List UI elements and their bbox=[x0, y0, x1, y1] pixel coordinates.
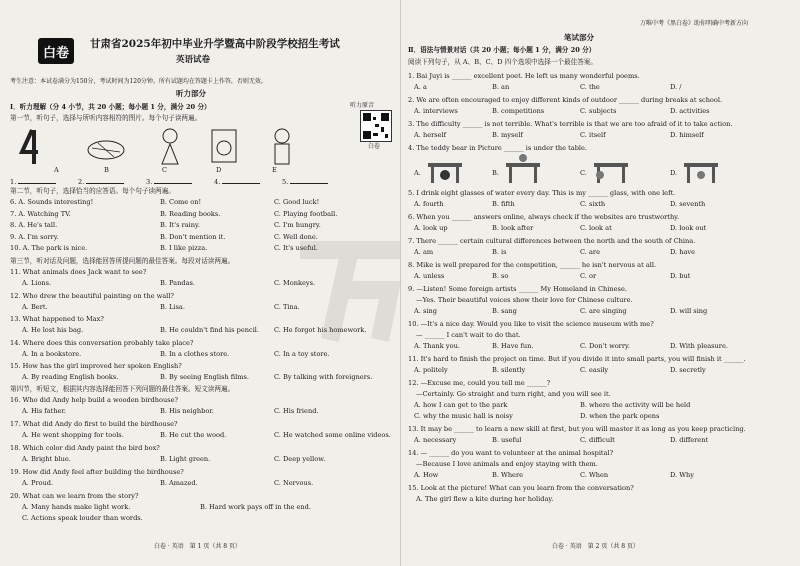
grammar-option: A. a bbox=[414, 83, 427, 91]
grammar-question-line2: A. The girl flew a kite during her holiday. bbox=[416, 495, 554, 503]
qr-label: 听力原音 bbox=[350, 102, 375, 109]
p3-option-a: A. He lost his bag. bbox=[22, 326, 84, 334]
grammar-option: C. difficult bbox=[580, 436, 615, 444]
p4-option-c: C. His friend. bbox=[274, 407, 319, 415]
p4-option-b: B. Light green. bbox=[160, 455, 211, 463]
washing-machine-picture bbox=[212, 130, 236, 162]
p3-option-c: C. By talking with foreigners. bbox=[274, 373, 373, 381]
grammar-option-b: B. where the activity will be held bbox=[580, 401, 691, 409]
p3-option-c: C. Tina. bbox=[274, 302, 300, 311]
p4-option-a: A. Bright blue. bbox=[22, 455, 71, 463]
p4-question: 19. How did Andy feel after building the birdhouse? bbox=[10, 468, 184, 476]
grammar-option: B. fifth bbox=[492, 200, 515, 208]
p3-option-c: C. Monkeys. bbox=[274, 279, 316, 287]
p2-option-a: 7. A. Watching TV. bbox=[10, 209, 71, 218]
p2-option-c: C. Good luck! bbox=[274, 198, 320, 206]
grammar-option: C. are bbox=[580, 248, 600, 256]
p2-option-b: B. Reading books. bbox=[160, 209, 221, 218]
p3-question: 11. What animals does Jack want to see? bbox=[10, 268, 147, 276]
p3-option-b: B. Lisa. bbox=[160, 302, 185, 311]
grammar-option: A. necessary bbox=[414, 436, 457, 444]
sec1-heading: Ⅰ．听力理解（分 4 小节，共 20 小题；每小题 1 分，满分 20 分） bbox=[10, 103, 211, 111]
answer-blank-2: 2. bbox=[78, 177, 124, 186]
grammar-option: B. Where bbox=[492, 471, 524, 479]
grammar-option-d: D. when the park opens bbox=[580, 412, 660, 420]
q20-option-a: A. Many hands make light work. bbox=[22, 503, 131, 511]
p2-option-b: B. Come on! bbox=[160, 198, 202, 206]
grammar-option: D. Why bbox=[670, 471, 694, 479]
grammar-option: D. With pleasure. bbox=[670, 342, 728, 350]
p3-question: 15. How has the girl improved her spoken English? bbox=[10, 362, 182, 370]
p2-option-b: B. It's rainy. bbox=[160, 221, 200, 229]
p2-option-a: 8. A. He's tall. bbox=[10, 221, 58, 229]
p3-option-c: C. He forgot his homework. bbox=[274, 326, 367, 334]
grammar-option: B. myself bbox=[492, 131, 523, 139]
answer-blank-1: 1. bbox=[10, 177, 56, 186]
p3-question: 14. Where does this conversation probably take place? bbox=[10, 338, 194, 347]
grammar-option: B. so bbox=[492, 272, 509, 280]
exam-title: 甘肃省2025年初中毕业升学暨高中阶段学校招生考试 bbox=[90, 38, 340, 50]
picture-option-label: D. bbox=[670, 169, 678, 177]
picture-row bbox=[18, 128, 318, 168]
p2-option-a: 9. A. I'm sorry. bbox=[10, 232, 59, 241]
p2-option-c: C. It's useful. bbox=[274, 244, 318, 252]
sec1-p3: 第三节，听对话及问题，选择能回答所提问题的最佳答案。每段对话读两遍。 bbox=[10, 257, 235, 265]
grammar-question: 5. I drink eight glasses of water every day. This is my ______ glass, with one left. bbox=[408, 189, 676, 197]
grammar-option: B. competitions bbox=[492, 107, 545, 115]
boy-picture bbox=[275, 129, 289, 164]
p2-option-b: B. I like pizza. bbox=[160, 244, 208, 252]
grammar-option: C. easily bbox=[580, 366, 609, 374]
p2-option-b: B. Don't mention it. bbox=[160, 232, 226, 241]
grammar-option: B. sang bbox=[492, 307, 517, 315]
p3-option-b: B. Pandas. bbox=[160, 279, 195, 287]
notice: 考生注意：本试卷满分为150分，考试时间为120分钟。所有试题均在答题卡上作答，否则无效。 bbox=[10, 78, 267, 85]
grammar-option: D. look out bbox=[670, 224, 707, 232]
answer-blank-5: 5. bbox=[282, 177, 328, 186]
p2-option-a: 10. A. The park is nice. bbox=[10, 244, 88, 252]
p2-option-c: C. Well done. bbox=[274, 232, 318, 241]
p3-option-a: A. By reading English books. bbox=[22, 373, 119, 381]
girl-picture bbox=[162, 129, 178, 164]
p4-option-a: A. Proud. bbox=[22, 479, 54, 487]
grammar-question-line2: —Yes. Their beautiful voices show their love for Chinese culture. bbox=[416, 296, 633, 304]
grammar-question: 3. The difficulty ______ is not terrible. What's terrible is that we are too afraid of it to take action. bbox=[408, 120, 733, 128]
p3-question: 13. What happened to Max? bbox=[10, 315, 104, 323]
listening-part: 听力部分 bbox=[176, 89, 206, 98]
grammar-option-c: C. why the music hall is noisy bbox=[414, 412, 513, 420]
watermark bbox=[290, 230, 410, 350]
picture-option-label: B. bbox=[492, 169, 499, 177]
table-bear-picture bbox=[682, 155, 722, 185]
grammar-option: A. How bbox=[414, 471, 439, 479]
p3-question: 12. Who drew the beautiful painting on the wall? bbox=[10, 291, 174, 300]
sec2-heading: Ⅱ．语法与情景对话（共 20 小题；每小题 1 分，满分 20 分） bbox=[408, 46, 596, 54]
grammar-question: 11. It's hard to finish the project on time. But if you divide it into small parts, you will finish it ______. bbox=[408, 355, 746, 363]
sec1-p4: 第四节，听短文，根据其内容选择能回答下列问题的最佳答案。短文读两遍。 bbox=[10, 385, 235, 393]
grammar-option: D. have bbox=[670, 248, 696, 256]
grammar-option: D. secretly bbox=[670, 366, 706, 374]
picture-option-label: C. bbox=[580, 169, 587, 177]
grammar-question: 9. —Listen! Some foreign artists ______ My Homeland in Chinese. bbox=[408, 285, 627, 293]
grammar-option: C. the bbox=[580, 83, 600, 91]
grammar-option: C. When bbox=[580, 471, 609, 479]
grammar-option: D. different bbox=[670, 436, 709, 444]
grammar-question-line2: —Certainly. Go straight and turn right, and you will see it. bbox=[416, 390, 611, 398]
picture-option-label: A. bbox=[414, 169, 421, 177]
grammar-question-line2: —Because I love animals and enjoy staying with them. bbox=[416, 460, 598, 468]
p4-option-a: A. His father. bbox=[22, 407, 66, 415]
grammar-option: A. am bbox=[414, 248, 434, 256]
grammar-option: D. seventh bbox=[670, 200, 706, 208]
q20-option-b: B. Hard work pays off in the end. bbox=[200, 503, 311, 511]
p4-question: 16. Who did Andy help build a wooden birdhouse? bbox=[10, 396, 179, 404]
pic-label-a: A bbox=[54, 166, 59, 174]
p2-option-c: C. I'm hungry. bbox=[274, 221, 321, 229]
q20-question: 20. What can we learn from the story? bbox=[10, 492, 139, 500]
sec1-p1: 第一节，听句子，选择与所听内容相符的图片。每个句子读两遍。 bbox=[10, 114, 202, 122]
grammar-option: D. / bbox=[670, 83, 682, 91]
grammar-option: C. look at bbox=[580, 224, 612, 232]
pic-label-b: B bbox=[104, 166, 109, 174]
exam-subtitle: 英语试卷 bbox=[176, 55, 211, 65]
table-bear-picture bbox=[504, 155, 544, 185]
p2-option-c: C. Playing football. bbox=[274, 209, 338, 218]
p2-option-a: 6. A. Sounds interesting! bbox=[10, 198, 94, 206]
p3-option-a: A. Lions. bbox=[22, 279, 52, 287]
p4-question: 18. Which color did Andy paint the bird box? bbox=[10, 444, 160, 452]
grammar-question: 7. There ______ certain cultural differences between the north and the south of China. bbox=[408, 237, 696, 245]
table-bear-picture bbox=[426, 155, 466, 185]
grammar-option: C. sixth bbox=[580, 200, 606, 208]
p3-option-a: A. In a bookstore. bbox=[22, 349, 82, 358]
pic-label-c: C bbox=[162, 166, 168, 174]
grammar-option: D. activities bbox=[670, 107, 710, 115]
pic-label-d: D bbox=[216, 166, 222, 174]
p4-option-b: B. Amazed. bbox=[160, 479, 198, 487]
grammar-option: B. silently bbox=[492, 366, 526, 374]
footer-right: 白卷 · 英语 第 2 页（共 8 页） bbox=[552, 543, 639, 550]
p3-option-a: A. Bert. bbox=[22, 302, 48, 311]
p4-option-c: C. He watched some online videos. bbox=[274, 431, 391, 439]
written-part: 笔试部分 bbox=[564, 33, 594, 42]
p3-option-b: B. By seeing English films. bbox=[160, 373, 250, 381]
p3-option-c: C. In a toy store. bbox=[274, 349, 330, 358]
grammar-option: D. himself bbox=[670, 131, 704, 139]
footer-left: 白卷 · 英语 第 1 页（共 8 页） bbox=[154, 543, 241, 550]
grammar-option: A. unless bbox=[414, 272, 445, 280]
grammar-option: A. sing bbox=[414, 307, 437, 315]
grammar-question: 15. Look at the picture! What can you learn from the conversation? bbox=[408, 484, 634, 492]
number-four-picture bbox=[22, 130, 38, 164]
grammar-question: 14. — ______ do you want to volunteer at the animal hospital? bbox=[408, 449, 614, 457]
p4-option-b: B. His neighbor. bbox=[160, 407, 214, 415]
answer-blank-4: 4. bbox=[214, 177, 260, 186]
grammar-question: 2. We are often encouraged to enjoy different kinds of outdoor ______ during breaks at school. bbox=[408, 96, 723, 104]
grammar-option: B. an bbox=[492, 83, 510, 91]
grammar-question: 12. —Excuse me, could you tell me ______? bbox=[408, 379, 551, 387]
grammar-question: 10. —It's a nice day. Would you like to visit the science museum with me? bbox=[408, 320, 654, 328]
grammar-question: 8. Mike is well prepared for the competition, ______ he isn't nervous at all. bbox=[408, 261, 657, 269]
grammar-option: D. but bbox=[670, 272, 691, 280]
grammar-option: A. fourth bbox=[414, 200, 444, 208]
table-bear-picture bbox=[592, 155, 632, 185]
p4-question: 17. What did Andy do first to build the birdhouse? bbox=[10, 420, 178, 428]
q20-option-c: C. Actions speak louder than words. bbox=[22, 514, 143, 522]
grammar-option: C. subjects bbox=[580, 107, 617, 115]
grammar-option: A. Thank you. bbox=[414, 342, 460, 350]
grammar-option: C. Don't worry. bbox=[580, 342, 630, 350]
grammar-question: 6. When you ______ answers online, always check if the websites are trustworthy. bbox=[408, 213, 680, 221]
pic-label-e: E bbox=[272, 166, 277, 174]
grammar-option: B. useful bbox=[492, 436, 522, 444]
p3-option-b: B. He couldn't find his pencil. bbox=[160, 326, 260, 334]
qr-code bbox=[360, 110, 392, 142]
grammar-question: 1. Bai Juyi is ______ excellent poet. He left us many wonderful poems. bbox=[408, 72, 640, 80]
right-page bbox=[404, 0, 796, 566]
grammar-option: A. politely bbox=[414, 366, 448, 374]
grammar-question: 13. It may be ______ to learn a new skill at first, but you will master it as long as you keep practicing. bbox=[408, 425, 746, 433]
pizza-picture bbox=[88, 141, 124, 159]
grammar-option: C. itself bbox=[580, 131, 606, 139]
grammar-option: C. are singing bbox=[580, 307, 627, 315]
qr-sub: 白卷 bbox=[368, 143, 381, 150]
grammar-option: A. herself bbox=[414, 131, 447, 139]
grammar-option: B. Have fun. bbox=[492, 342, 534, 350]
grammar-option: A. look up bbox=[414, 224, 448, 232]
grammar-option: B. is bbox=[492, 248, 507, 256]
sec2-instructions: 阅读下列句子，从 A、B、C、D 四个选项中选择一个最佳答案。 bbox=[408, 58, 597, 66]
p4-option-b: B. He cut the wood. bbox=[160, 431, 227, 439]
grammar-option: D. will sing bbox=[670, 307, 708, 315]
header-right: 万唯中考《黑白卷》助你明确中考新方向 bbox=[640, 20, 749, 27]
grammar-option: B. look after bbox=[492, 224, 534, 232]
grammar-option-a: A. how I can get to the park bbox=[414, 401, 508, 409]
p4-option-a: A. He went shopping for tools. bbox=[22, 431, 124, 439]
grammar-question: 4. The teddy bear in Picture ______ is under the table. bbox=[408, 144, 588, 152]
p4-option-c: C. Deep yellow. bbox=[274, 455, 326, 463]
p4-option-c: C. Nervous. bbox=[274, 479, 314, 487]
grammar-option: C. or bbox=[580, 272, 597, 280]
answer-blank-3: 3. bbox=[146, 177, 192, 186]
p3-option-b: B. In a clothes store. bbox=[160, 349, 230, 358]
sec1-p2: 第二节，听句子，选择恰当的应答语。每个句子读两遍。 bbox=[10, 187, 175, 195]
grammar-option: A. interviews bbox=[414, 107, 458, 115]
badge: 白卷 bbox=[38, 38, 74, 64]
grammar-question-line2: — ______ I can't wait to do that. bbox=[416, 331, 521, 339]
